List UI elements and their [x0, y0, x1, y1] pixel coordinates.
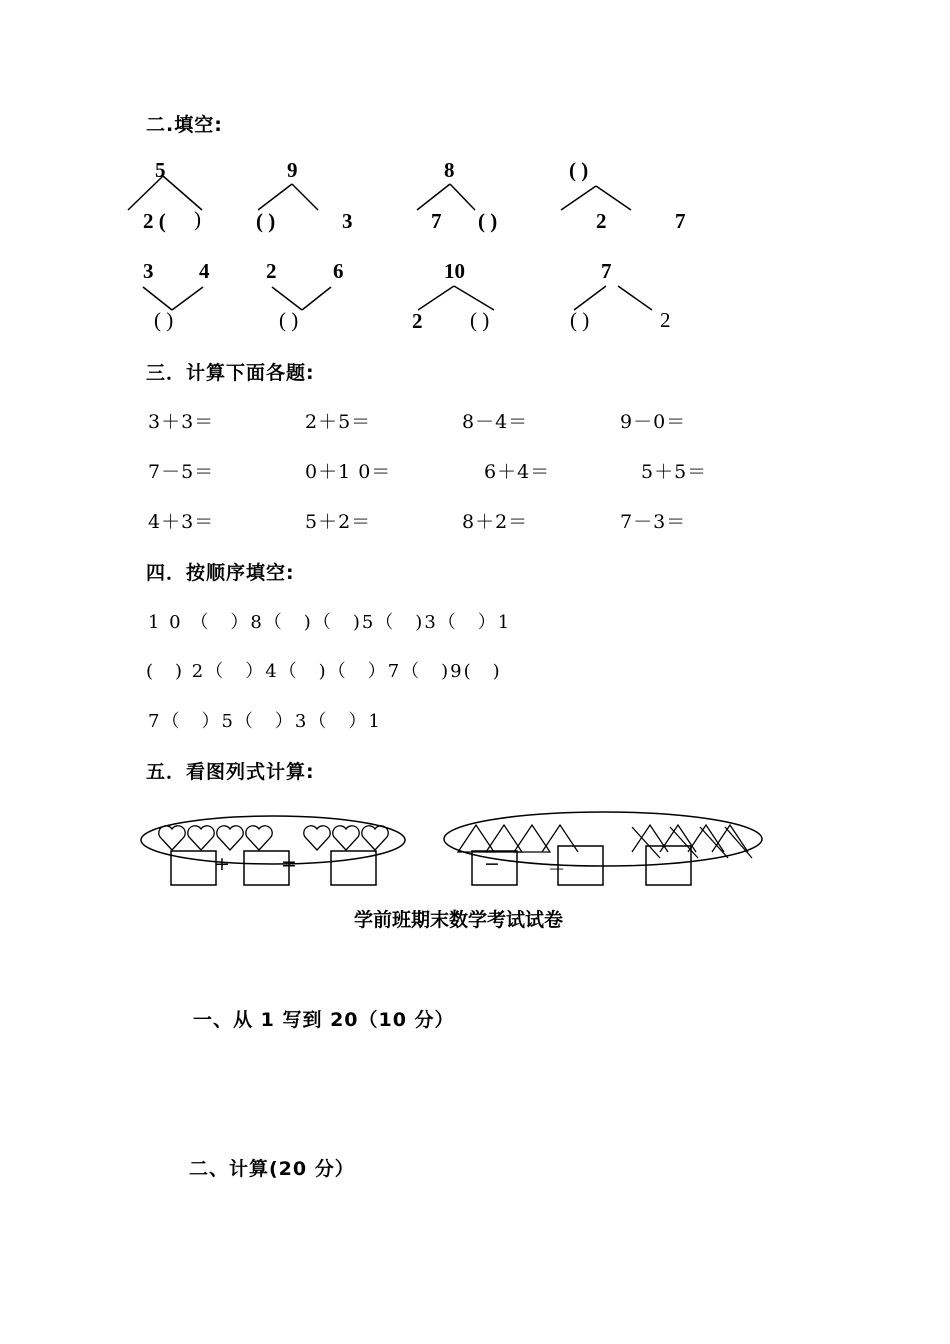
tree5-bottom: ( ) [154, 308, 174, 332]
sequence-line-3: 7（ ）5（ ）3（ ）1 [148, 711, 382, 732]
tree-lines-6 [272, 287, 331, 310]
tree2-top: 9 [287, 158, 298, 182]
tree7-left: 2 [412, 309, 423, 333]
equation-2-3: 6＋4＝ [484, 461, 551, 483]
tree2-left: ( ) [256, 209, 276, 233]
section4-heading: 四．按顺序填空: [146, 562, 295, 584]
tree-lines-3 [417, 184, 475, 210]
tree4-right: 7 [675, 209, 686, 233]
triangle-icon-group-4 [458, 825, 578, 852]
tree3-top: 8 [444, 158, 455, 182]
equation-3-1: 4＋3＝ [148, 511, 215, 533]
tree-lines-2 [258, 184, 318, 210]
tree4-top: ( ) [569, 158, 589, 182]
exam-question-2: 二、计算(20 分） [189, 1158, 355, 1180]
tree6-bottom: ( ) [279, 308, 299, 332]
tree5-right: 4 [199, 259, 210, 283]
minus-sign: − [484, 853, 501, 875]
tree7-right: ( ) [470, 308, 490, 332]
tree1-left: 2 ( [143, 209, 166, 233]
tree6-right: 6 [333, 259, 344, 283]
tree8-left: ( ) [570, 308, 590, 332]
equation-3-3: 8＋2＝ [462, 511, 529, 533]
tree2-right: 3 [342, 209, 353, 233]
exam-title: 学前班期末数学考试试卷 [354, 909, 564, 931]
equation-3-2: 5＋2＝ [305, 511, 372, 533]
tree-lines-8 [574, 286, 652, 310]
tree-lines-4 [561, 186, 631, 210]
equation-3-4: 7－3＝ [620, 511, 687, 533]
equation-1-1: 3＋3＝ [148, 411, 215, 433]
heart-icon-group-3 [304, 826, 388, 850]
tree5-left: 3 [143, 259, 154, 283]
equation-2-2: 0＋1 0＝ [305, 461, 392, 483]
equation-1-2: 2＋5＝ [305, 411, 372, 433]
heart-icon-group-4 [159, 826, 272, 850]
equation-1-4: 9－0＝ [620, 411, 687, 433]
equation-1-3: 8－4＝ [462, 411, 529, 433]
tree8-top: 7 [601, 259, 612, 283]
tree1-top: 5 [155, 158, 166, 182]
equals-sign-left: = [281, 853, 298, 875]
tree3-right: ( ) [478, 209, 498, 233]
sequence-line-1: 1 0 （ ）8（ )（ )5（ )3（ ）1 [148, 612, 512, 633]
equation-2-1: 7－5＝ [148, 461, 215, 483]
tree3-left: 7 [431, 209, 442, 233]
section5-heading: 五．看图列式计算: [146, 761, 315, 783]
exam-question-1: 一、从 1 写到 20（10 分） [193, 1009, 455, 1031]
sequence-line-2: ( ) 2（ ）4（ )（ ）7（ )9( ) [146, 661, 502, 682]
tree-lines-7 [418, 286, 494, 310]
equals-sign-right: ＝ [547, 857, 568, 879]
tree8-right: 2 [660, 308, 671, 332]
equation-2-4: 5＋5＝ [641, 461, 708, 483]
tree6-left: 2 [266, 259, 277, 283]
tree7-top: 10 [444, 259, 465, 283]
crossed-triangle-icon-group [632, 825, 752, 858]
section2-heading: 二.填空: [146, 114, 223, 136]
tree1-right: ) [194, 207, 201, 231]
section3-heading: 三．计算下面各题: [146, 362, 315, 384]
tree4-left: 2 [596, 209, 607, 233]
plus-sign: + [214, 853, 231, 875]
tree-lines-5 [143, 287, 203, 310]
answer-box-6 [646, 846, 691, 885]
